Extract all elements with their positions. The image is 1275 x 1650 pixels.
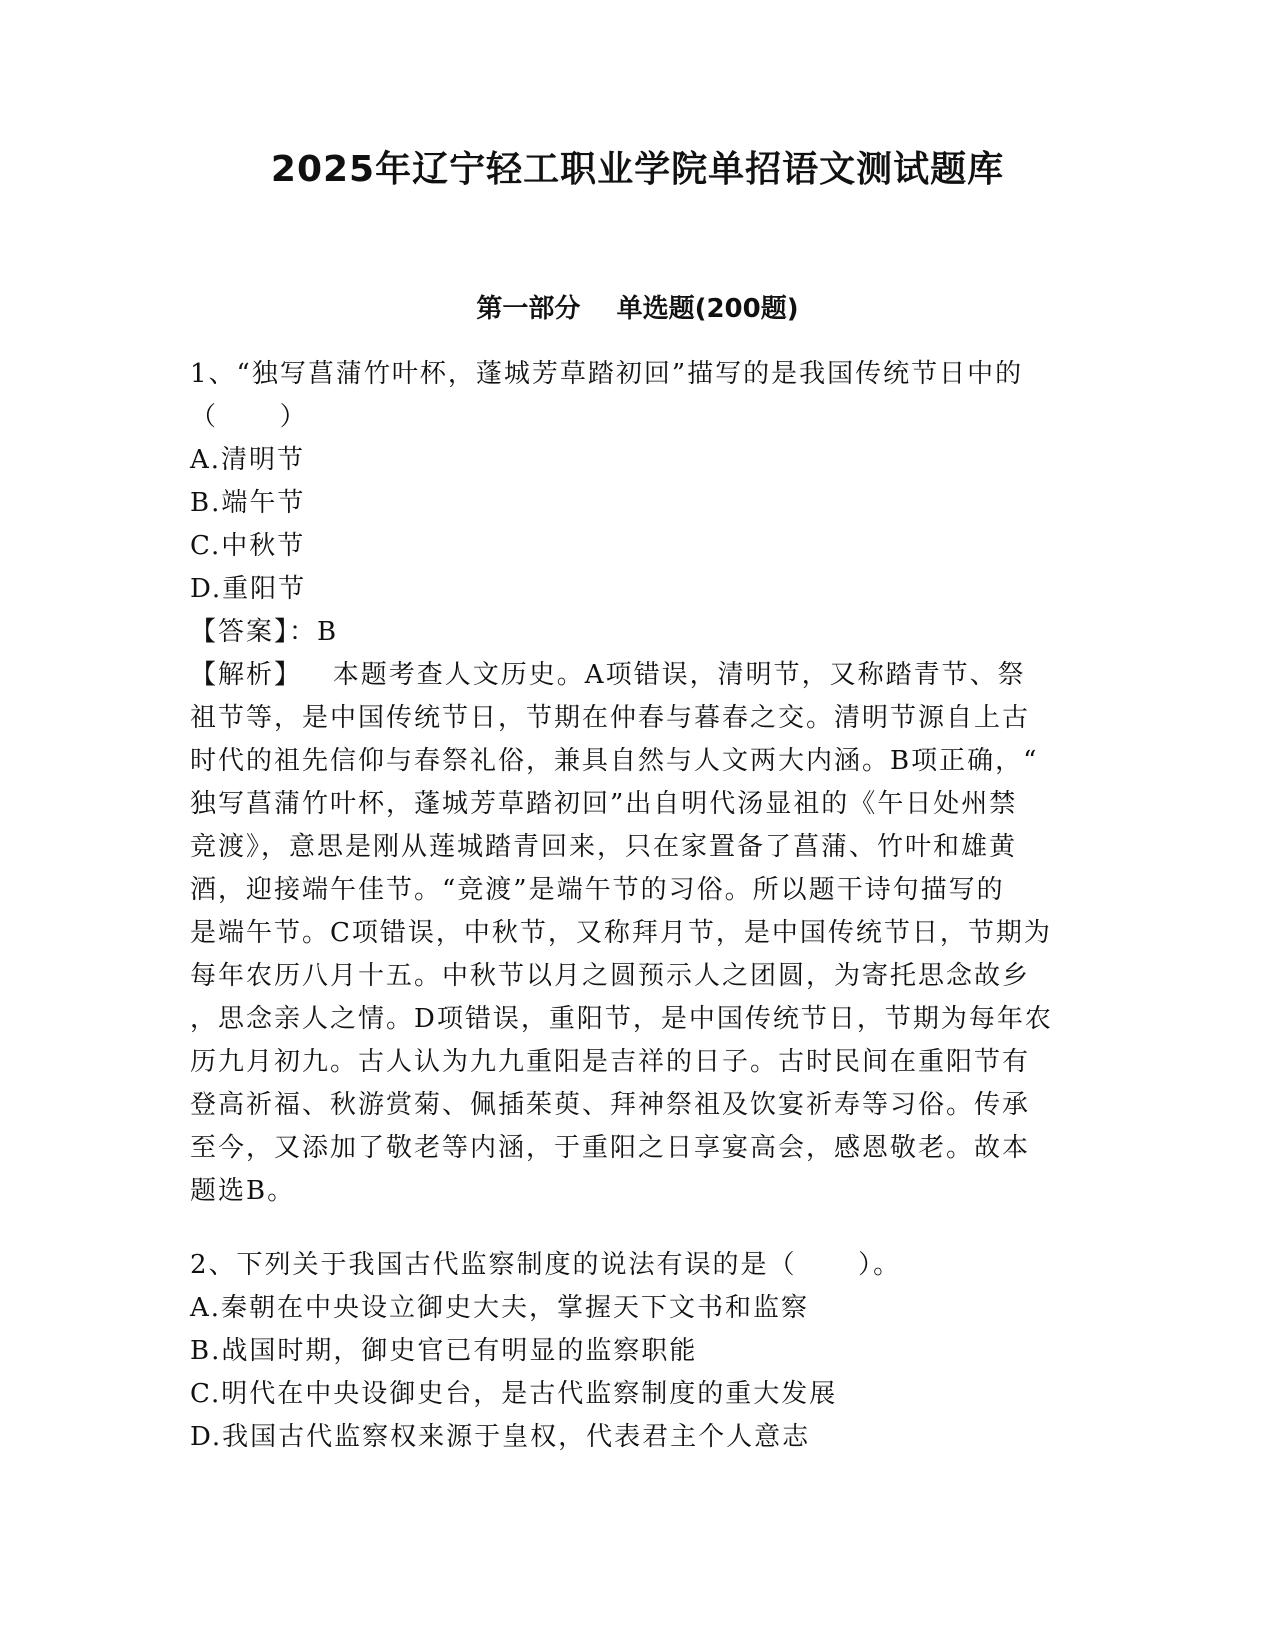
question-1-option-b: B.端午节 bbox=[190, 488, 306, 518]
analysis-line: 是端午节。C项错误，中秋节，又称拜月节，是中国传统节日，节期为 bbox=[190, 918, 1052, 948]
question-2-option-a: A.秦朝在中央设立御史大夫，掌握天下文书和监察 bbox=[190, 1293, 810, 1323]
analysis-line: 独写菖蒲竹叶杯，蓬城芳草踏初回”出自明代汤显祖的《午日处州禁 bbox=[190, 789, 1018, 819]
analysis-line: 每年农历八月十五。中秋节以月之圆预示人之团圆，为寄托思念故乡 bbox=[190, 961, 1031, 991]
analysis-line: 竞渡》，意思是刚从莲城踏青回来，只在家置备了菖蒲、竹叶和雄黄 bbox=[190, 832, 1018, 862]
question-2-option-c: C.明代在中央设御史台，是古代监察制度的重大发展 bbox=[190, 1379, 838, 1409]
question-2-option-b: B.战国时期，御史官已有明显的监察职能 bbox=[190, 1336, 698, 1366]
question-2-option-d: D.我国古代监察权来源于皇权，代表君主个人意志 bbox=[190, 1422, 811, 1452]
analysis-line: 历九月初九。古人认为九九重阳是吉祥的日子。古时民间在重阳节有 bbox=[190, 1047, 1031, 1077]
analysis-line: 酒，迎接端午佳节。“竞渡”是端午节的习俗。所以题干诗句描写的 bbox=[190, 875, 1005, 905]
section-title: 第一部分 单选题(200题) bbox=[476, 294, 799, 324]
analysis-line: 时代的祖先信仰与春祭礼俗，兼具自然与人文两大内涵。B项正确，“ bbox=[190, 746, 1039, 776]
page-title: 2025年辽宁轻工职业学院单招语文测试题库 bbox=[270, 149, 1005, 190]
question-list bbox=[190, 353, 1080, 1459]
question-2-stem-line-1: 2、下列关于我国古代监察制度的说法有误的是（ ）。 bbox=[190, 1250, 902, 1280]
question-1 bbox=[190, 353, 1080, 1213]
question-1-option-a: A.清明节 bbox=[190, 445, 306, 475]
question-2 bbox=[190, 1244, 1080, 1459]
question-1-option-c: C.中秋节 bbox=[190, 531, 306, 561]
analysis-line: 登高祈福、秋游赏菊、佩插茱萸、拜神祭祖及饮宴祈寿等习俗。传承 bbox=[190, 1090, 1031, 1120]
question-1-answer: 【答案】：B bbox=[190, 617, 339, 647]
analysis-line: 祖节等，是中国传统节日，节期在仲春与暮春之交。清明节源自上古 bbox=[190, 703, 1031, 733]
question-1-option-d: D.重阳节 bbox=[190, 574, 307, 604]
analysis-line: 题选B。 bbox=[190, 1176, 296, 1206]
analysis-line: 【解析】 本题考查人文历史。A项错误，清明节，又称踏青节、祭 bbox=[190, 660, 1026, 690]
question-1-stem-line-1: 1、“独写菖蒲竹叶杯，蓬城芳草踏初回”描写的是我国传统节日中的 bbox=[190, 359, 1024, 389]
question-1-stem-line-2: （ ） bbox=[190, 402, 308, 432]
analysis-line: ，思念亲人之情。D项错误，重阳节，是中国传统节日，节期为每年农 bbox=[190, 1004, 1053, 1034]
question-spacer bbox=[190, 1213, 1080, 1244]
analysis-line: 至今，又添加了敬老等内涵，于重阳之日享宴高会，感恩敬老。故本 bbox=[190, 1133, 1031, 1163]
question-1-analysis bbox=[190, 654, 1080, 1213]
